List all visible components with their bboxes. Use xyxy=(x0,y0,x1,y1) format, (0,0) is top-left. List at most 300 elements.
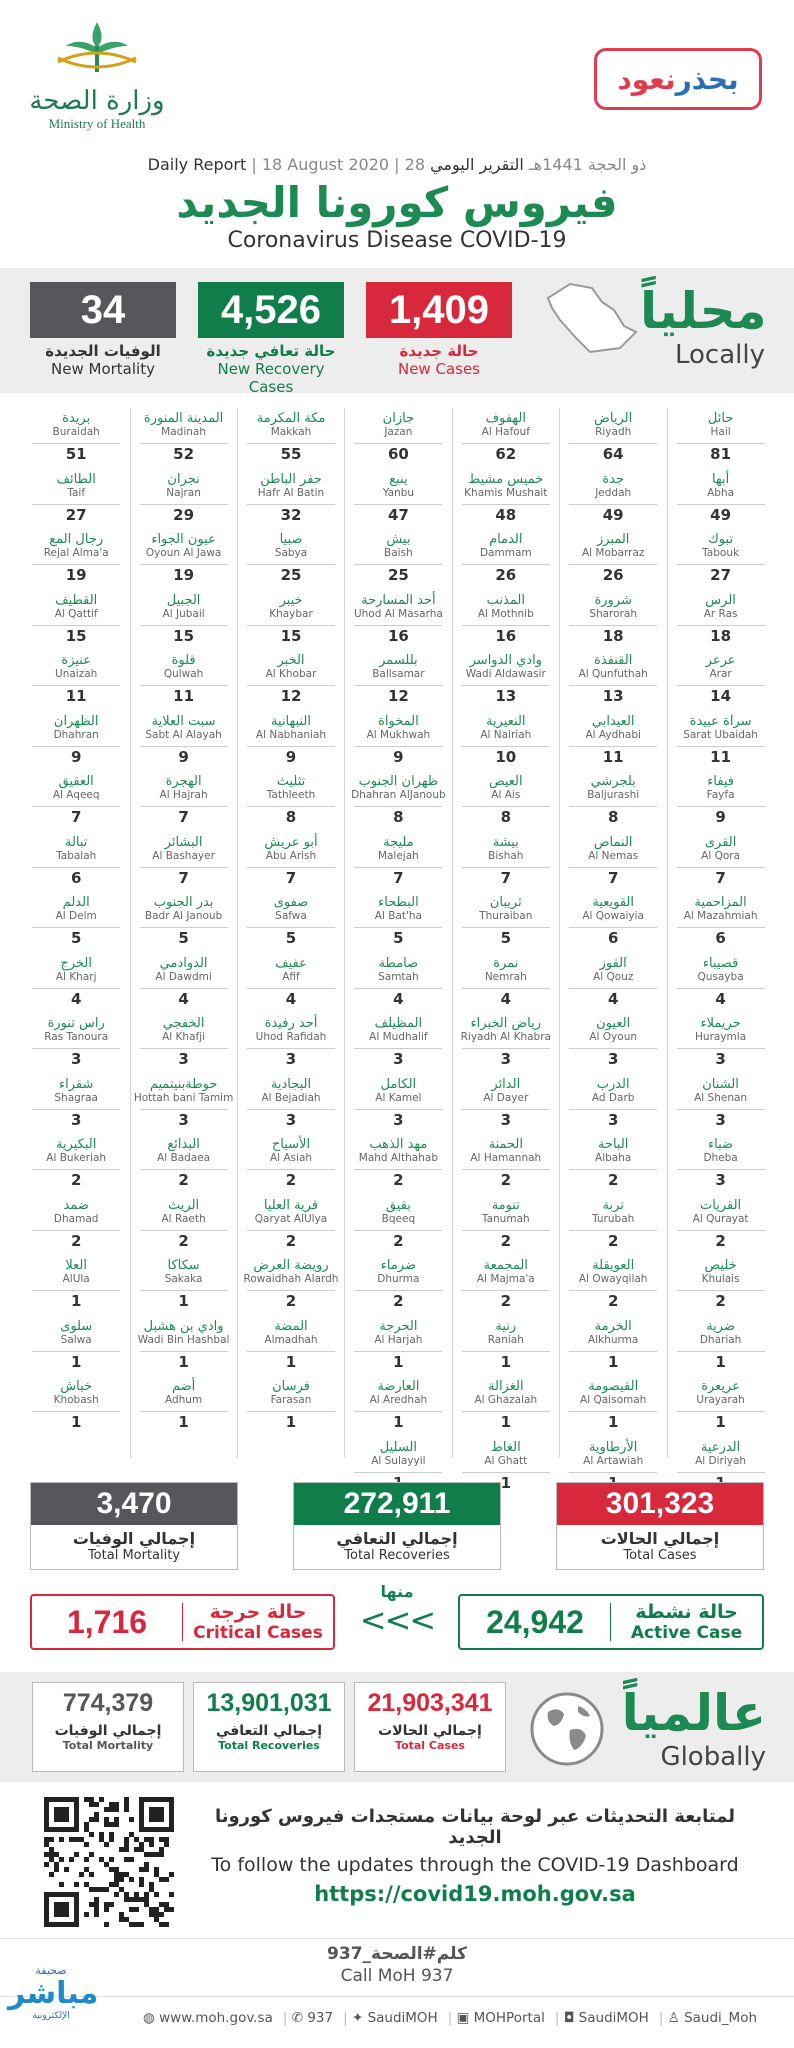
daily-report-ar: التقرير اليومي xyxy=(430,155,524,174)
city-name-ar: صبيا xyxy=(279,532,303,547)
city-count: 1 xyxy=(285,1413,297,1431)
city-name-ar: السليل xyxy=(379,1439,418,1455)
city-divider xyxy=(140,1411,228,1412)
city-divider xyxy=(354,1109,442,1110)
city-count: 55 xyxy=(280,445,302,463)
city-name-ar: أبها xyxy=(712,471,730,487)
city-name-ar: المضة xyxy=(274,1318,308,1334)
city-name-ar: تثليث xyxy=(276,774,306,789)
city-cell xyxy=(456,714,556,772)
city-name-en: Khobash xyxy=(53,1394,99,1406)
city-name-en: Al Nemas xyxy=(588,849,639,862)
city-count: 3 xyxy=(715,1110,726,1129)
globe-icon xyxy=(528,1690,606,1768)
city-cell xyxy=(241,593,341,651)
city-name-ar: ضباء xyxy=(708,1137,734,1152)
social-item[interactable]: | ▣ MOHPortal xyxy=(447,2010,545,2026)
city-name-en: Al Mobarraz xyxy=(581,547,645,559)
city-count: 1 xyxy=(500,1413,512,1431)
city-name-en: Uhod Rafidah xyxy=(255,1031,327,1043)
city-cell xyxy=(134,472,234,530)
city-name-ar: شقراء xyxy=(59,1076,94,1092)
city-divider xyxy=(677,1169,765,1170)
city-cell xyxy=(348,1319,448,1377)
locally-title-en: Locally xyxy=(675,340,765,370)
city-name-en: Dammam xyxy=(479,547,532,559)
city-count: 1 xyxy=(715,1352,726,1371)
city-cell xyxy=(26,895,126,953)
moh-name-en: Ministry of Health xyxy=(48,116,146,131)
city-cell xyxy=(348,472,448,530)
total-recoveries-card xyxy=(293,1482,501,1570)
city-name-ar: أضم xyxy=(171,1379,196,1394)
city-name-ar: مهد الذهب xyxy=(369,1137,428,1152)
city-cell xyxy=(26,411,126,469)
city-count: 4 xyxy=(178,989,189,1008)
global-recoveries-label-ar: إجمالي التعافي xyxy=(215,1723,323,1739)
dashboard-url-link[interactable]: https://covid19.moh.gov.sa xyxy=(314,1882,636,1906)
city-name-ar: العيدابي xyxy=(591,713,635,729)
city-name-ar: الشنان xyxy=(702,1076,739,1092)
city-name-ar: تنومة xyxy=(491,1197,520,1213)
city-name-en: Ad Darb xyxy=(591,1091,635,1104)
city-count: 3 xyxy=(500,1110,512,1129)
city-divider xyxy=(462,625,550,626)
city-name-ar: الجبيل xyxy=(166,592,201,608)
city-count: 2 xyxy=(285,1231,297,1250)
city-name-en: Urayarah xyxy=(696,1394,745,1406)
city-name-en: Malejah xyxy=(377,849,419,862)
city-cell xyxy=(456,1198,556,1256)
city-name-en: Arar xyxy=(709,668,732,680)
page-title-en: Coronavirus Disease COVID-19 xyxy=(227,228,567,253)
city-name-ar: جازان xyxy=(382,411,415,426)
active-cases-pill xyxy=(458,1594,764,1650)
city-name-ar: القنفذة xyxy=(594,653,633,668)
city-cell xyxy=(671,593,771,651)
city-count: 1 xyxy=(715,1413,726,1431)
city-divider xyxy=(140,1351,228,1352)
call-moh-ar: كلم#الصحة_937 xyxy=(327,1944,467,1964)
city-name-en: Hail xyxy=(710,426,731,438)
total-recoveries-label-ar: إجمالي التعافي xyxy=(336,1529,458,1548)
active-cases-label-ar: حالة نشطة xyxy=(635,1601,738,1623)
city-name-en: Al Dawdmi xyxy=(155,970,212,983)
city-name-en: Taif xyxy=(67,486,86,499)
city-divider xyxy=(32,1109,120,1110)
city-count: 5 xyxy=(70,929,82,947)
city-count: 2 xyxy=(500,1171,512,1189)
global-mortality-label-en: Total Mortality xyxy=(62,1739,154,1752)
city-count: 29 xyxy=(173,505,195,524)
city-count: 16 xyxy=(495,626,517,645)
city-cell xyxy=(563,532,663,590)
city-name-ar: مكة المكرمة xyxy=(256,411,326,426)
city-count: 6 xyxy=(715,929,726,947)
city-cell xyxy=(563,714,663,772)
city-count: 9 xyxy=(285,747,297,766)
city-cell xyxy=(348,835,448,893)
city-divider xyxy=(354,927,442,928)
city-name-en: Al Khafji xyxy=(162,1031,206,1043)
call-moh-en: Call MoH 937 xyxy=(340,1966,454,1986)
new-cases-label-ar: حالة جديدة xyxy=(399,342,479,360)
social-item[interactable]: | ✦ SaudiMOH xyxy=(343,2010,438,2026)
city-count: 9 xyxy=(715,808,726,826)
city-name-ar: القويعية xyxy=(592,895,635,910)
total-mortality-label-en: Total Mortality xyxy=(87,1548,181,1563)
total-mortality-card xyxy=(30,1482,238,1570)
city-name-en: Wadi Aldawasir xyxy=(465,668,546,680)
city-divider xyxy=(140,1109,228,1110)
city-name-ar: ضرماء xyxy=(380,1258,417,1273)
city-name-ar: البجادية xyxy=(270,1076,312,1092)
city-name-en: AlUla xyxy=(62,1273,90,1285)
total-recoveries-value: 272,911 xyxy=(294,1483,500,1525)
city-divider xyxy=(677,1351,765,1352)
social-item[interactable]: | ✆ 937 xyxy=(282,2010,334,2026)
city-name-ar: قصيباء xyxy=(702,955,739,971)
watermark-sub: الإلكترونية xyxy=(32,2011,70,2021)
city-name-ar: البدائع xyxy=(167,1137,200,1152)
city-name-en: Rejal Alma'a xyxy=(43,547,109,559)
city-name-en: Oyoun Al Jawa xyxy=(145,547,222,559)
city-divider xyxy=(247,564,335,565)
city-count: 3 xyxy=(178,1050,189,1068)
city-count: 5 xyxy=(285,929,297,947)
city-name-ar: تربة xyxy=(602,1197,624,1213)
city-divider xyxy=(462,685,550,686)
city-divider xyxy=(247,1169,335,1170)
city-divider xyxy=(140,625,228,626)
city-name-en: Qaryat AlUlya xyxy=(254,1212,328,1225)
city-name-ar: نمرة xyxy=(493,955,519,971)
city-cell xyxy=(456,411,556,469)
city-cell xyxy=(241,1198,341,1256)
city-count: 1 xyxy=(178,1413,189,1431)
new-recoveries-value: 4,526 xyxy=(198,282,344,338)
total-recoveries-label-en: Total Recoveries xyxy=(344,1548,450,1563)
city-name-en: Tabouk xyxy=(702,547,740,559)
city-cell xyxy=(241,835,341,893)
city-divider xyxy=(677,927,765,928)
city-name-ar: ضمد xyxy=(63,1197,89,1213)
city-cell xyxy=(671,1319,771,1377)
city-name-en: Al Aredhah xyxy=(369,1394,428,1406)
city-cell xyxy=(671,1198,771,1256)
city-name-ar: بلجرشي xyxy=(590,774,636,789)
globally-title-ar: عالمياً xyxy=(621,1684,766,1742)
city-count: 49 xyxy=(710,505,732,524)
city-name-ar: بدر الجنوب xyxy=(153,895,214,910)
city-cell xyxy=(671,532,771,590)
city-name-ar: قلوة xyxy=(171,653,196,668)
city-name-en: Sabya xyxy=(274,547,308,559)
city-count: 1 xyxy=(607,1413,619,1431)
city-cell xyxy=(456,653,556,711)
city-count: 4 xyxy=(393,989,404,1008)
city-name-ar: جدة xyxy=(602,471,625,487)
city-name-ar: أبو عريش xyxy=(264,834,318,850)
city-name-ar: الظهران xyxy=(53,713,99,729)
city-name-ar: الرس xyxy=(705,592,736,608)
city-count: 6 xyxy=(70,868,82,887)
city-cell xyxy=(348,956,448,1014)
city-cell xyxy=(348,1016,448,1074)
city-name-en: Shagraa xyxy=(54,1091,98,1104)
city-name-en: Bqeeq xyxy=(381,1212,416,1225)
city-count: 2 xyxy=(70,1171,82,1189)
city-divider xyxy=(247,685,335,686)
critical-cases-label-en: Critical Cases xyxy=(193,1623,323,1643)
city-count: 3 xyxy=(500,1050,512,1068)
city-name-en: Unaizah xyxy=(55,668,98,680)
city-count: 4 xyxy=(70,989,82,1008)
city-divider xyxy=(677,504,765,505)
city-name-en: Baish xyxy=(384,547,413,559)
city-divider xyxy=(569,927,657,928)
city-cell xyxy=(348,653,448,711)
city-divider xyxy=(462,1351,550,1352)
city-cell xyxy=(134,1258,234,1316)
city-cell xyxy=(26,532,126,590)
critical-cases-value: 1,716 xyxy=(66,1603,148,1640)
city-count: 3 xyxy=(285,1110,297,1129)
city-divider xyxy=(462,988,550,989)
city-cell xyxy=(134,895,234,953)
city-cell xyxy=(671,1137,771,1195)
city-name-en: Al Hafouf xyxy=(481,426,530,438)
city-cell xyxy=(26,714,126,772)
city-cell xyxy=(26,472,126,530)
city-name-en: Al Aqeeq xyxy=(52,789,100,801)
city-divider xyxy=(569,1169,657,1170)
city-name-en: Al Bashayer xyxy=(152,849,215,862)
city-name-ar: المذنب xyxy=(486,592,525,608)
twitter-icon: ✦ xyxy=(351,2010,364,2026)
city-name-en: Almadhah xyxy=(264,1333,318,1346)
social-handle: Saudi_Moh xyxy=(684,2010,758,2026)
city-name-ar: بريدة xyxy=(62,411,91,426)
city-count: 9 xyxy=(178,747,189,766)
city-divider xyxy=(354,443,442,444)
city-count: 49 xyxy=(602,505,624,524)
city-name-ar: العيص xyxy=(488,774,523,789)
city-name-ar: أحد رفيدة xyxy=(264,1016,318,1031)
city-name-ar: المبرز xyxy=(596,532,630,547)
city-name-en: Al Dayer xyxy=(483,1091,529,1104)
watermark-brand: مباشر xyxy=(8,1976,99,2011)
city-name-en: Salwa xyxy=(60,1333,92,1346)
city-divider xyxy=(32,1351,120,1352)
city-name-ar: الريث xyxy=(168,1197,200,1213)
city-name-ar: خميس مشيط xyxy=(468,471,544,487)
city-count: 7 xyxy=(70,808,82,826)
city-name-ar: الدرعية xyxy=(700,1439,741,1455)
city-name-ar: سلوى xyxy=(60,1318,93,1334)
city-cell xyxy=(456,774,556,832)
city-divider xyxy=(140,988,228,989)
city-divider xyxy=(140,1230,228,1231)
city-name-ar: الخبر xyxy=(277,653,305,668)
city-cell xyxy=(134,774,234,832)
city-count: 1 xyxy=(500,1473,512,1492)
city-name-ar: الحرجة xyxy=(379,1318,418,1334)
city-cell xyxy=(456,1016,556,1074)
city-name-en: Qusayba xyxy=(697,970,744,983)
city-name-ar: المظيلف xyxy=(374,1016,423,1031)
phone-icon: ✆ xyxy=(291,2010,304,2026)
city-cell xyxy=(241,653,341,711)
social-item[interactable]: | ◘ SaudiMOH xyxy=(554,2010,649,2026)
city-name-ar: القيصومة xyxy=(588,1379,639,1394)
city-cell xyxy=(671,653,771,711)
city-name-en: Dhurma xyxy=(377,1273,420,1285)
social-handle: 937 xyxy=(307,2010,334,2026)
city-cell xyxy=(134,593,234,651)
active-cases-label-en: Active Case xyxy=(630,1623,743,1643)
city-name-en: Samtah xyxy=(378,970,419,983)
city-divider xyxy=(140,1169,228,1170)
city-cell xyxy=(671,1077,771,1135)
city-name-ar: مليجة xyxy=(383,834,414,850)
city-name-ar: وادي بن هشبل xyxy=(143,1318,224,1334)
city-name-ar: القرى xyxy=(704,834,737,850)
city-name-en: Mahd Althahab xyxy=(358,1152,438,1164)
city-count: 7 xyxy=(607,868,619,887)
city-count: 7 xyxy=(500,868,512,887)
city-cell xyxy=(134,411,234,469)
city-name-ar: ظهران الجنوب xyxy=(358,774,439,789)
city-divider xyxy=(32,1169,120,1170)
city-divider xyxy=(32,1230,120,1231)
city-divider xyxy=(140,746,228,747)
city-divider xyxy=(462,1109,550,1110)
city-cell xyxy=(671,1258,771,1316)
city-cell xyxy=(456,1319,556,1377)
city-cell xyxy=(241,472,341,530)
city-name-en: Bishah xyxy=(488,849,524,862)
city-divider xyxy=(354,1290,442,1291)
city-divider xyxy=(354,988,442,989)
city-name-en: Al Qaisomah xyxy=(580,1394,647,1406)
city-name-ar: الدوادمي xyxy=(159,955,208,971)
city-name-ar: رنية xyxy=(495,1318,517,1334)
city-name-ar: الأسياح xyxy=(271,1137,311,1152)
city-name-ar: الغاط xyxy=(490,1439,521,1455)
city-name-en: Al Badaea xyxy=(157,1152,211,1164)
city-name-en: Al Hamannah xyxy=(470,1152,542,1164)
city-divider xyxy=(462,1411,550,1412)
city-name-en: Al Khobar xyxy=(265,668,317,680)
new-recoveries-label-ar: حالة تعافي جديدة xyxy=(206,342,336,360)
city-name-en: Sabt Al Alayah xyxy=(145,728,222,741)
social-item[interactable] xyxy=(143,2010,273,2026)
city-name-ar: ضرية xyxy=(706,1318,735,1334)
global-recoveries-value: 13,901,031 xyxy=(206,1689,332,1717)
city-count: 2 xyxy=(500,1292,512,1310)
city-count: 52 xyxy=(173,445,195,463)
city-cell xyxy=(134,532,234,590)
city-divider xyxy=(140,564,228,565)
city-count: 1 xyxy=(178,1352,189,1371)
globally-title-en: Globally xyxy=(660,1742,766,1772)
city-count: 32 xyxy=(280,505,302,524)
city-name-ar: تبوك xyxy=(708,532,734,547)
watermark-ar: صحيفة xyxy=(35,1964,67,1977)
city-cell xyxy=(671,1379,771,1437)
city-cell xyxy=(241,1077,341,1135)
city-cell xyxy=(456,1137,556,1195)
global-mortality-card xyxy=(32,1682,184,1772)
city-count: 12 xyxy=(280,687,302,705)
city-cell xyxy=(456,472,556,530)
city-divider xyxy=(569,1472,657,1473)
city-name-en: Al Qowaiyia xyxy=(582,910,644,922)
city-cell xyxy=(671,714,771,772)
city-name-en: Tabalah xyxy=(56,849,97,862)
city-name-en: Hafr Al Batin xyxy=(257,486,325,499)
city-name-en: Al Raeth xyxy=(161,1212,206,1225)
city-divider xyxy=(32,564,120,565)
city-name-ar: العويقلة xyxy=(592,1258,635,1273)
city-name-ar: القطيف xyxy=(55,592,98,608)
city-count: 47 xyxy=(387,505,409,524)
city-name-en: Uhod Al Masarha xyxy=(353,607,443,620)
city-name-ar: عيون الجواء xyxy=(151,532,216,547)
city-cell xyxy=(348,895,448,953)
city-divider xyxy=(32,1290,120,1291)
city-name-en: Al Qouz xyxy=(593,970,634,983)
city-cell xyxy=(241,1258,341,1316)
city-name-ar: حوطةبنيتميم xyxy=(149,1076,218,1092)
social-item[interactable]: | ♙ Saudi_Moh xyxy=(658,2010,758,2026)
city-count: 9 xyxy=(70,747,82,766)
city-name-en: Tanumah xyxy=(481,1212,530,1225)
qr-code[interactable] xyxy=(44,1797,174,1927)
city-divider xyxy=(247,988,335,989)
city-name-en: Turubah xyxy=(592,1212,635,1225)
city-divider xyxy=(247,867,335,868)
city-name-en: Farasan xyxy=(270,1394,312,1406)
city-count: 9 xyxy=(393,747,404,766)
city-divider xyxy=(32,867,120,868)
city-cell xyxy=(348,593,448,651)
city-name-en: Al Majma'a xyxy=(476,1273,535,1285)
city-count: 15 xyxy=(173,626,195,645)
city-divider xyxy=(569,988,657,989)
global-cases-value: 21,903,341 xyxy=(367,1689,493,1717)
city-divider xyxy=(354,867,442,868)
city-divider xyxy=(569,1290,657,1291)
city-divider xyxy=(462,1290,550,1291)
city-count: 18 xyxy=(710,626,732,645)
city-cell xyxy=(348,1077,448,1135)
city-name-ar: الهجرة xyxy=(165,774,202,789)
city-count: 7 xyxy=(285,868,297,887)
global-mortality-label-ar: إجمالي الوفيات xyxy=(54,1723,162,1739)
city-name-en: Al Mothnib xyxy=(477,607,534,620)
city-cell xyxy=(26,1319,126,1377)
city-count: 1 xyxy=(607,1352,619,1371)
city-divider xyxy=(569,625,657,626)
city-name-ar: المجمعة xyxy=(483,1258,528,1273)
city-cell xyxy=(348,532,448,590)
cities-grid xyxy=(22,408,774,1492)
city-cell xyxy=(348,1258,448,1316)
city-count: 2 xyxy=(393,1231,404,1250)
city-name-ar: بيشة xyxy=(492,834,519,850)
